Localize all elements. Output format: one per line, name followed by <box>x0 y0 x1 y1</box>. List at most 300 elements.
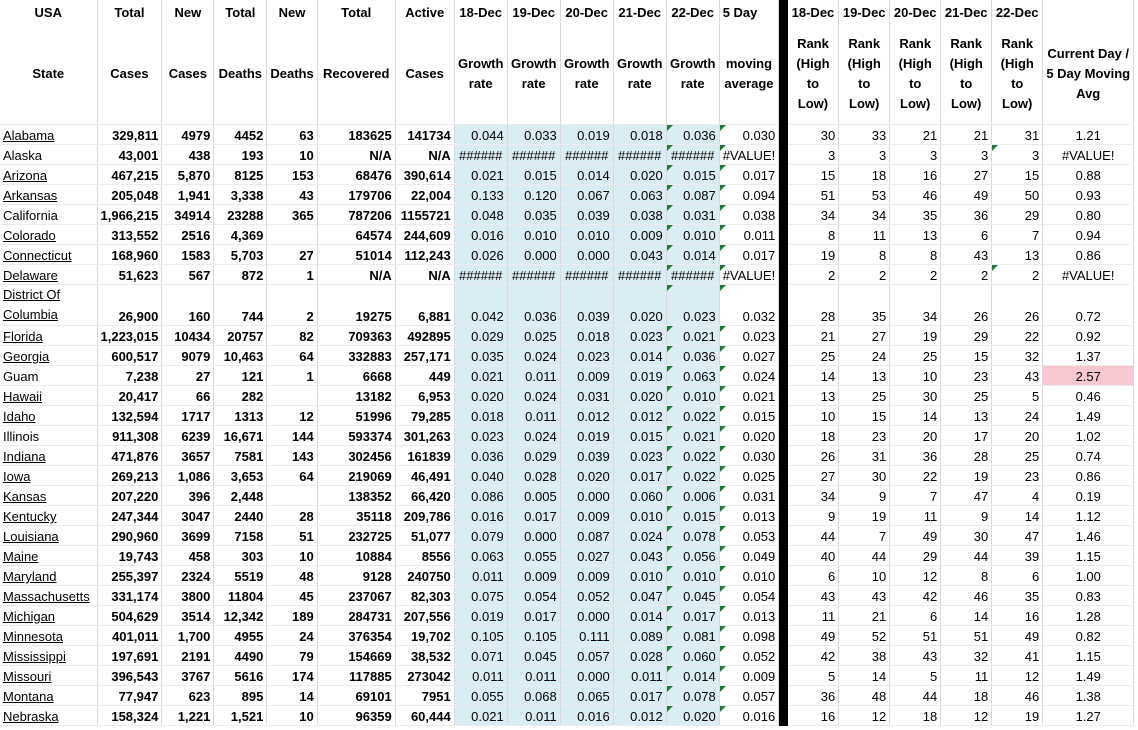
ratio-cell[interactable]: 0.83 <box>1043 586 1134 606</box>
data-cell[interactable]: 0.060 <box>613 486 666 506</box>
data-cell[interactable]: 0.063 <box>613 185 666 205</box>
state-link[interactable]: Iowa <box>3 469 31 484</box>
rank-cell[interactable]: 42 <box>890 586 941 606</box>
ratio-cell[interactable]: 1.00 <box>1043 566 1134 586</box>
data-cell[interactable]: 911,308 <box>97 426 162 446</box>
ratio-cell[interactable]: #VALUE! <box>1043 145 1134 165</box>
data-cell[interactable] <box>267 225 317 245</box>
data-cell[interactable]: 0.036 <box>666 346 719 366</box>
data-cell[interactable]: 0.020 <box>454 386 507 406</box>
data-cell[interactable]: 0.087 <box>560 526 613 546</box>
data-cell[interactable]: 26,900 <box>97 285 162 326</box>
data-cell[interactable]: 132,594 <box>97 406 162 426</box>
data-cell[interactable]: 0.075 <box>454 586 507 606</box>
rank-cell[interactable]: 27 <box>788 466 839 486</box>
rank-cell[interactable]: 13 <box>890 225 941 245</box>
data-cell[interactable]: 600,517 <box>97 346 162 366</box>
data-cell[interactable]: 112,243 <box>395 245 454 265</box>
data-cell[interactable]: 0.023 <box>613 446 666 466</box>
rank-cell[interactable]: 21 <box>788 326 839 346</box>
data-cell[interactable]: 96359 <box>317 706 395 726</box>
data-cell[interactable]: 895 <box>214 686 267 706</box>
data-cell[interactable]: 0.021 <box>666 326 719 346</box>
state-cell[interactable] <box>0 346 97 366</box>
data-cell[interactable]: 77,947 <box>97 686 162 706</box>
data-cell[interactable]: N/A <box>317 145 395 165</box>
data-cell[interactable]: 141734 <box>395 125 454 145</box>
data-cell[interactable]: 5,870 <box>162 165 214 185</box>
state-link[interactable]: Florida <box>3 329 43 344</box>
data-cell[interactable]: ###### <box>613 265 666 285</box>
data-cell[interactable]: 7,238 <box>97 366 162 386</box>
data-cell[interactable]: 3,338 <box>214 185 267 205</box>
data-cell[interactable]: 0.009 <box>560 366 613 386</box>
header-cell[interactable]: 22-Dec <box>666 0 719 24</box>
rank-cell[interactable]: 22 <box>890 466 941 486</box>
header-cell[interactable]: Cases <box>97 24 162 125</box>
data-cell[interactable]: 0.031 <box>719 486 779 506</box>
data-cell[interactable]: 331,174 <box>97 586 162 606</box>
data-cell[interactable]: 3699 <box>162 526 214 546</box>
data-cell[interactable]: 0.017 <box>507 506 560 526</box>
rank-cell[interactable]: 18 <box>788 426 839 446</box>
rank-cell[interactable]: 24 <box>992 406 1043 426</box>
data-cell[interactable]: ###### <box>560 265 613 285</box>
data-cell[interactable]: 0.087 <box>666 185 719 205</box>
rank-cell[interactable]: 26 <box>992 285 1043 326</box>
data-cell[interactable]: 0.043 <box>613 546 666 566</box>
ratio-cell[interactable]: #VALUE! <box>1043 265 1134 285</box>
state-cell[interactable] <box>0 546 97 566</box>
data-cell[interactable]: 0.057 <box>719 686 779 706</box>
data-cell[interactable]: 11804 <box>214 586 267 606</box>
data-cell[interactable]: 197,691 <box>97 646 162 666</box>
data-cell[interactable]: 290,960 <box>97 526 162 546</box>
rank-cell[interactable]: 18 <box>839 165 890 185</box>
rank-cell[interactable]: 6 <box>788 566 839 586</box>
data-cell[interactable]: 138352 <box>317 486 395 506</box>
header-cell[interactable]: 5 Day <box>719 0 779 24</box>
header-state[interactable]: State <box>0 24 97 125</box>
data-cell[interactable]: 8125 <box>214 165 267 185</box>
data-cell[interactable]: 10,463 <box>214 346 267 366</box>
header-cell[interactable]: Growth rate <box>560 24 613 125</box>
data-cell[interactable]: 189 <box>267 606 317 626</box>
data-cell[interactable]: ###### <box>666 145 719 165</box>
data-cell[interactable]: 1717 <box>162 406 214 426</box>
state-cell[interactable] <box>0 245 97 265</box>
data-cell[interactable]: 0.047 <box>613 586 666 606</box>
data-cell[interactable]: 0.005 <box>507 486 560 506</box>
rank-cell[interactable]: 7 <box>839 526 890 546</box>
rank-cell[interactable]: 18 <box>941 686 992 706</box>
data-cell[interactable]: 0.020 <box>719 426 779 446</box>
rank-cell[interactable]: 11 <box>788 606 839 626</box>
data-cell[interactable]: 1,966,215 <box>97 205 162 225</box>
data-cell[interactable]: 0.023 <box>613 326 666 346</box>
data-cell[interactable]: 3767 <box>162 666 214 686</box>
ratio-cell[interactable]: 0.19 <box>1043 486 1134 506</box>
data-cell[interactable]: 43,001 <box>97 145 162 165</box>
data-cell[interactable]: 143 <box>267 446 317 466</box>
data-cell[interactable]: 3800 <box>162 586 214 606</box>
rank-cell[interactable]: 9 <box>788 506 839 526</box>
data-cell[interactable]: 45 <box>267 586 317 606</box>
data-cell[interactable]: 0.043 <box>613 245 666 265</box>
data-cell[interactable]: 0.012 <box>560 406 613 426</box>
state-link[interactable]: District Of Columbia <box>3 287 61 322</box>
rank-cell[interactable]: 10 <box>890 366 941 386</box>
data-cell[interactable]: 1155721 <box>395 205 454 225</box>
data-cell[interactable]: 0.017 <box>719 165 779 185</box>
data-cell[interactable]: 0.010 <box>666 566 719 586</box>
data-cell[interactable]: 66,420 <box>395 486 454 506</box>
rank-cell[interactable]: 8 <box>839 245 890 265</box>
rank-cell[interactable]: 47 <box>992 526 1043 546</box>
data-cell[interactable]: 20,417 <box>97 386 162 406</box>
data-cell[interactable]: 567 <box>162 265 214 285</box>
data-cell[interactable]: 449 <box>395 366 454 386</box>
state-cell[interactable] <box>0 145 97 165</box>
data-cell[interactable]: 1,221 <box>162 706 214 726</box>
data-cell[interactable]: 160 <box>162 285 214 326</box>
data-cell[interactable]: 0.036 <box>666 125 719 145</box>
ratio-cell[interactable]: 1.27 <box>1043 706 1134 726</box>
data-cell[interactable]: 0.039 <box>560 205 613 225</box>
data-cell[interactable]: 0.111 <box>560 626 613 646</box>
data-cell[interactable]: 19275 <box>317 285 395 326</box>
state-cell[interactable] <box>0 225 97 245</box>
data-cell[interactable]: 0.021 <box>454 366 507 386</box>
rank-cell[interactable]: 30 <box>839 466 890 486</box>
state-cell[interactable] <box>0 285 97 326</box>
rank-cell[interactable]: 50 <box>992 185 1043 205</box>
data-cell[interactable]: 0.017 <box>613 686 666 706</box>
header-cell[interactable]: Rank (High to Low) <box>839 24 890 125</box>
data-cell[interactable]: 3657 <box>162 446 214 466</box>
rank-cell[interactable]: 23 <box>992 466 1043 486</box>
data-cell[interactable]: 458 <box>162 546 214 566</box>
ratio-cell[interactable]: 1.49 <box>1043 666 1134 686</box>
data-cell[interactable]: 0.052 <box>560 586 613 606</box>
data-cell[interactable]: 0.021 <box>666 426 719 446</box>
state-link[interactable]: Michigan <box>3 609 56 624</box>
state-link[interactable]: Arizona <box>3 168 48 183</box>
data-cell[interactable]: 0.009 <box>507 566 560 586</box>
header-cell[interactable]: Rank (High to Low) <box>890 24 941 125</box>
data-cell[interactable]: 0.010 <box>613 566 666 586</box>
rank-cell[interactable]: 11 <box>839 225 890 245</box>
data-cell[interactable]: 237067 <box>317 586 395 606</box>
header-cell[interactable]: Recovered <box>317 24 395 125</box>
rank-cell[interactable]: 19 <box>839 506 890 526</box>
data-cell[interactable]: 8556 <box>395 546 454 566</box>
data-cell[interactable]: 0.010 <box>666 225 719 245</box>
data-cell[interactable]: 0.054 <box>507 586 560 606</box>
rank-cell[interactable]: 12 <box>941 706 992 726</box>
data-cell[interactable]: 0.010 <box>613 506 666 526</box>
rank-cell[interactable]: 30 <box>890 386 941 406</box>
data-cell[interactable]: 0.000 <box>560 606 613 626</box>
state-cell[interactable] <box>0 125 97 145</box>
data-cell[interactable]: 329,811 <box>97 125 162 145</box>
rank-cell[interactable]: 19 <box>890 326 941 346</box>
data-cell[interactable]: 2,448 <box>214 486 267 506</box>
header-cell[interactable]: Rank (High to Low) <box>992 24 1043 125</box>
data-cell[interactable]: 0.019 <box>560 125 613 145</box>
data-cell[interactable]: 51,623 <box>97 265 162 285</box>
data-cell[interactable]: 471,876 <box>97 446 162 466</box>
rank-cell[interactable]: 9 <box>941 506 992 526</box>
data-cell[interactable]: 0.020 <box>613 165 666 185</box>
rank-cell[interactable]: 21 <box>941 125 992 145</box>
rank-cell[interactable]: 3 <box>890 145 941 165</box>
data-cell[interactable]: N/A <box>317 265 395 285</box>
rank-cell[interactable]: 36 <box>941 205 992 225</box>
data-cell[interactable]: 0.027 <box>560 546 613 566</box>
state-cell[interactable] <box>0 326 97 346</box>
state-link[interactable]: Hawaii <box>3 389 43 404</box>
state-cell[interactable] <box>0 666 97 686</box>
rank-cell[interactable]: 44 <box>788 526 839 546</box>
data-cell[interactable]: 247,344 <box>97 506 162 526</box>
state-cell[interactable] <box>0 706 97 726</box>
data-cell[interactable]: 82,303 <box>395 586 454 606</box>
rank-cell[interactable]: 26 <box>788 446 839 466</box>
rank-cell[interactable]: 32 <box>992 346 1043 366</box>
data-cell[interactable]: 0.010 <box>719 566 779 586</box>
data-cell[interactable]: 0.000 <box>560 245 613 265</box>
data-cell[interactable]: 60,444 <box>395 706 454 726</box>
data-cell[interactable]: 0.021 <box>454 165 507 185</box>
rank-cell[interactable]: 36 <box>890 446 941 466</box>
data-cell[interactable]: 257,171 <box>395 346 454 366</box>
rank-cell[interactable]: 25 <box>941 386 992 406</box>
rank-cell[interactable]: 2 <box>992 265 1043 285</box>
data-cell[interactable]: 0.035 <box>454 346 507 366</box>
data-cell[interactable]: 0.019 <box>560 426 613 446</box>
data-cell[interactable]: 0.049 <box>719 546 779 566</box>
data-cell[interactable]: 48 <box>267 566 317 586</box>
data-cell[interactable]: 51996 <box>317 406 395 426</box>
data-cell[interactable]: 24 <box>267 626 317 646</box>
data-cell[interactable]: 4452 <box>214 125 267 145</box>
data-cell[interactable]: 0.010 <box>507 225 560 245</box>
rank-cell[interactable]: 3 <box>788 145 839 165</box>
data-cell[interactable] <box>267 386 317 406</box>
rank-cell[interactable]: 35 <box>890 205 941 225</box>
data-cell[interactable]: 0.014 <box>613 606 666 626</box>
rank-cell[interactable]: 30 <box>788 125 839 145</box>
state-link[interactable]: Alabama <box>3 128 55 143</box>
data-cell[interactable]: 0.038 <box>719 205 779 225</box>
rank-cell[interactable]: 21 <box>839 606 890 626</box>
state-cell[interactable] <box>0 586 97 606</box>
data-cell[interactable]: 2 <box>267 285 317 326</box>
data-cell[interactable]: 0.063 <box>666 366 719 386</box>
rank-cell[interactable]: 12 <box>890 566 941 586</box>
data-cell[interactable]: 1,700 <box>162 626 214 646</box>
ratio-cell[interactable]: 2.57 <box>1043 366 1134 386</box>
data-cell[interactable]: 27 <box>267 245 317 265</box>
data-cell[interactable]: 0.023 <box>666 285 719 326</box>
data-cell[interactable]: 0.018 <box>613 125 666 145</box>
header-cell[interactable]: Growth rate <box>666 24 719 125</box>
rank-cell[interactable]: 41 <box>992 646 1043 666</box>
data-cell[interactable]: 0.030 <box>719 446 779 466</box>
data-cell[interactable]: 0.020 <box>560 466 613 486</box>
rank-cell[interactable]: 5 <box>992 386 1043 406</box>
data-cell[interactable]: #VALUE! <box>719 265 779 285</box>
ratio-cell[interactable]: 1.15 <box>1043 646 1134 666</box>
ratio-cell[interactable]: 0.80 <box>1043 205 1134 225</box>
data-cell[interactable]: ###### <box>613 145 666 165</box>
state-link[interactable]: Arkansas <box>3 188 58 203</box>
data-cell[interactable]: 1 <box>267 265 317 285</box>
state-link[interactable]: Maryland <box>3 569 57 584</box>
data-cell[interactable]: 1313 <box>214 406 267 426</box>
data-cell[interactable]: 64 <box>267 466 317 486</box>
state-cell[interactable] <box>0 165 97 185</box>
rank-cell[interactable]: 31 <box>839 446 890 466</box>
data-cell[interactable]: 0.045 <box>666 586 719 606</box>
data-cell[interactable]: 0.065 <box>560 686 613 706</box>
rank-cell[interactable]: 52 <box>839 626 890 646</box>
data-cell[interactable]: 10 <box>267 145 317 165</box>
data-cell[interactable]: 0.055 <box>507 546 560 566</box>
data-cell[interactable]: 0.089 <box>613 626 666 646</box>
rank-cell[interactable]: 21 <box>890 125 941 145</box>
data-cell[interactable]: 303 <box>214 546 267 566</box>
ratio-cell[interactable]: 1.28 <box>1043 606 1134 626</box>
data-cell[interactable]: 1583 <box>162 245 214 265</box>
rank-cell[interactable]: 43 <box>788 586 839 606</box>
data-cell[interactable]: 0.078 <box>666 526 719 546</box>
data-cell[interactable]: 0.029 <box>507 446 560 466</box>
rank-cell[interactable]: 26 <box>941 285 992 326</box>
data-cell[interactable]: 0.011 <box>507 666 560 686</box>
data-cell[interactable]: 0.015 <box>719 406 779 426</box>
rank-cell[interactable]: 23 <box>941 366 992 386</box>
rank-cell[interactable]: 17 <box>941 426 992 446</box>
data-cell[interactable]: N/A <box>395 145 454 165</box>
rank-cell[interactable]: 24 <box>839 346 890 366</box>
rank-cell[interactable]: 5 <box>890 666 941 686</box>
data-cell[interactable]: 0.012 <box>613 406 666 426</box>
data-cell[interactable]: 4490 <box>214 646 267 666</box>
data-cell[interactable]: 438 <box>162 145 214 165</box>
header-cell[interactable]: Deaths <box>267 24 317 125</box>
rank-cell[interactable]: 8 <box>890 245 941 265</box>
rank-cell[interactable]: 13 <box>839 366 890 386</box>
data-cell[interactable]: #VALUE! <box>719 145 779 165</box>
ratio-cell[interactable]: 0.74 <box>1043 446 1134 466</box>
data-cell[interactable]: 269,213 <box>97 466 162 486</box>
state-link[interactable]: Nebraska <box>3 709 59 724</box>
rank-cell[interactable]: 14 <box>890 406 941 426</box>
rank-cell[interactable]: 28 <box>941 446 992 466</box>
header-cell[interactable]: Growth rate <box>454 24 507 125</box>
data-cell[interactable]: 28 <box>267 506 317 526</box>
data-cell[interactable]: 255,397 <box>97 566 162 586</box>
rank-cell[interactable]: 42 <box>788 646 839 666</box>
rank-cell[interactable]: 34 <box>839 205 890 225</box>
data-cell[interactable]: 0.030 <box>719 125 779 145</box>
data-cell[interactable]: 2324 <box>162 566 214 586</box>
state-cell[interactable] <box>0 646 97 666</box>
rank-cell[interactable]: 28 <box>788 285 839 326</box>
data-cell[interactable]: 6668 <box>317 366 395 386</box>
data-cell[interactable]: 0.011 <box>454 666 507 686</box>
data-cell[interactable]: 1 <box>267 366 317 386</box>
data-cell[interactable]: 0.014 <box>560 165 613 185</box>
rank-cell[interactable]: 48 <box>839 686 890 706</box>
state-link[interactable]: Massachusetts <box>3 589 90 604</box>
data-cell[interactable]: 0.009 <box>719 666 779 686</box>
data-cell[interactable]: 0.017 <box>613 466 666 486</box>
rank-cell[interactable]: 15 <box>941 346 992 366</box>
data-cell[interactable]: 168,960 <box>97 245 162 265</box>
data-cell[interactable]: 0.009 <box>560 506 613 526</box>
data-cell[interactable]: 0.015 <box>666 165 719 185</box>
data-cell[interactable]: 0.031 <box>666 205 719 225</box>
rank-cell[interactable]: 10 <box>839 566 890 586</box>
rank-cell[interactable]: 49 <box>788 626 839 646</box>
data-cell[interactable]: 0.011 <box>454 566 507 586</box>
data-cell[interactable]: 10 <box>267 546 317 566</box>
header-cell[interactable]: 18-Dec <box>788 0 839 24</box>
rank-cell[interactable]: 47 <box>941 486 992 506</box>
rank-cell[interactable]: 49 <box>890 526 941 546</box>
rank-cell[interactable]: 39 <box>992 546 1043 566</box>
data-cell[interactable]: 0.015 <box>666 506 719 526</box>
data-cell[interactable]: 161839 <box>395 446 454 466</box>
data-cell[interactable]: 7581 <box>214 446 267 466</box>
data-cell[interactable]: 1,941 <box>162 185 214 205</box>
rank-cell[interactable]: 46 <box>992 686 1043 706</box>
data-cell[interactable]: 51014 <box>317 245 395 265</box>
data-cell[interactable]: 69101 <box>317 686 395 706</box>
rank-cell[interactable]: 43 <box>890 646 941 666</box>
data-cell[interactable]: 19,743 <box>97 546 162 566</box>
data-cell[interactable]: 593374 <box>317 426 395 446</box>
data-cell[interactable]: 0.000 <box>507 245 560 265</box>
state-link[interactable]: Idaho <box>3 409 36 424</box>
rank-cell[interactable]: 6 <box>941 225 992 245</box>
state-cell[interactable] <box>0 446 97 466</box>
data-cell[interactable]: 121 <box>214 366 267 386</box>
data-cell[interactable]: 10434 <box>162 326 214 346</box>
header-cell[interactable]: 20-Dec <box>890 0 941 24</box>
rank-cell[interactable]: 18 <box>890 706 941 726</box>
ratio-cell[interactable]: 0.86 <box>1043 245 1134 265</box>
data-cell[interactable]: 0.016 <box>560 706 613 726</box>
state-link[interactable]: Georgia <box>3 349 50 364</box>
data-cell[interactable]: 0.023 <box>454 426 507 446</box>
data-cell[interactable]: 5,703 <box>214 245 267 265</box>
rank-cell[interactable]: 11 <box>941 666 992 686</box>
rank-cell[interactable]: 51 <box>890 626 941 646</box>
state-cell[interactable] <box>0 406 97 426</box>
state-link[interactable]: Minnesota <box>3 629 63 644</box>
data-cell[interactable]: 5519 <box>214 566 267 586</box>
rank-cell[interactable]: 38 <box>839 646 890 666</box>
data-cell[interactable]: 0.020 <box>613 285 666 326</box>
data-cell[interactable]: 23288 <box>214 205 267 225</box>
state-link[interactable]: Kansas <box>3 489 47 504</box>
state-cell[interactable] <box>0 205 97 225</box>
rank-cell[interactable]: 13 <box>941 406 992 426</box>
